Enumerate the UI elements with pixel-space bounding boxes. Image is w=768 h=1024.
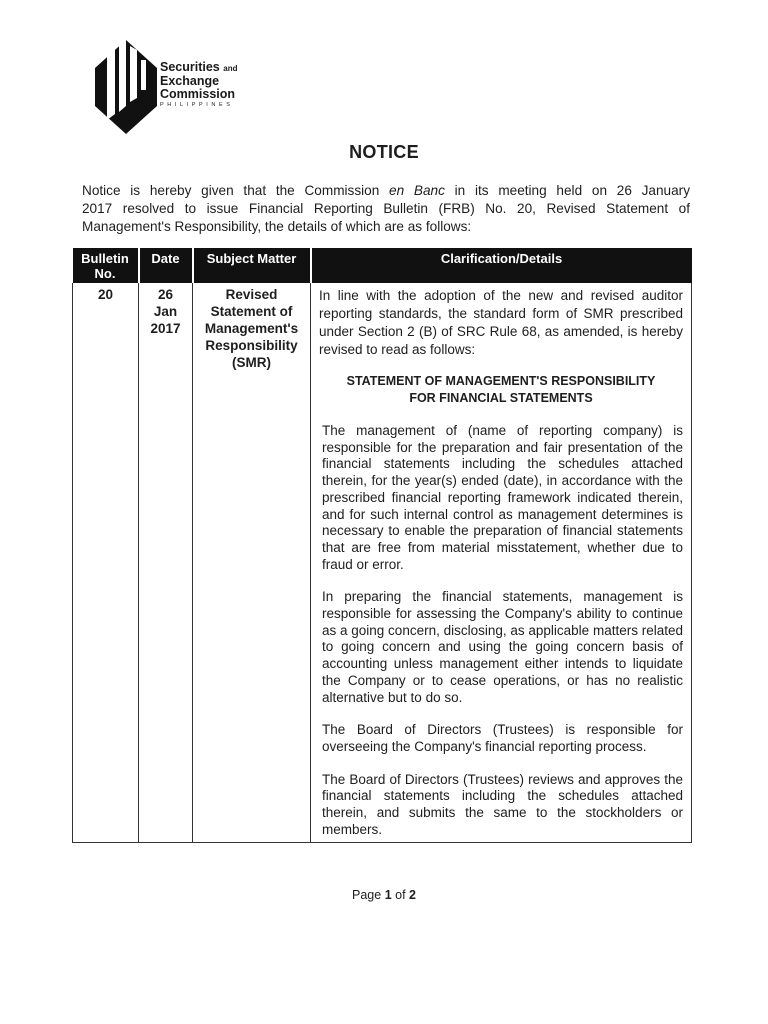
date-year: 2017 [150,321,181,336]
subject-line-5: (SMR) [232,355,271,370]
statement-title-line-2: FOR FINANCIAL STATEMENTS [409,391,593,405]
header-details: Clarification/Details [311,248,692,283]
statement-paragraph-2: In preparing the financial statements, management is responsible for assessing the Company's ability to continue as a going concern, disclosing, as applicable matters related to going concern and using the going concern basis of accounting unless management either intends to liquidate the Company or to cease operations, or has no realistic alternative but to do so. [322,589,683,705]
cell-date [139,283,193,843]
org-name-line1: Securities [160,60,220,74]
intro-paragraph [82,182,690,236]
page-total: 2 [409,888,416,902]
org-name-line2: Exchange [160,74,220,88]
org-country: PHILIPPINES [160,102,234,108]
header-bulletin-no: Bulletin No. [73,248,139,283]
notice-title: NOTICE [349,142,419,162]
subject-line-3: Management's [204,321,299,336]
org-name-and: and [223,64,238,73]
cell-subject [193,283,311,843]
header-subject: Subject Matter [193,248,311,283]
of-word: of [395,888,406,902]
statement-title [319,373,683,407]
subject-line-1: Revised [225,287,278,302]
intro-line-1-post: in its meeting held on 26 January [444,183,690,198]
details-lead: In line with the adoption of the new and revised auditor reporting standards, the standard form of SMR prescribed under Section 2 (B) of SRC Rule 68, as amended, is hereby revised to read as follows: [319,288,683,357]
intro-line-1-pre: Notice is hereby given that the Commission [82,183,390,198]
org-name [160,61,237,110]
statement-paragraph-1: The management of (name of reporting company) is responsible for the preparation and fair presentation of the financial statements including the schedules attached therein, for the year(s) ended (date), in accordance with the prescribed financial reporting framework indicated therein, and for such internal control as management determines is necessary to enable the preparation of financial statements that are free from material misstatement, whether due to fraud or error. [322,423,683,572]
subject-line-2: Statement of [210,304,293,319]
cell-details [311,283,692,843]
intro-line-1-em: en Banc [389,183,445,198]
page-word: Page [352,888,382,902]
header-date: Date [139,248,193,283]
table-header-row [73,248,692,283]
bulletin-table [72,248,692,843]
intro-line-3: Management's Responsibility, the details of which are as follows: [82,219,472,234]
page-current: 1 [384,888,392,902]
table-row [73,283,692,843]
date-month: Jan [153,304,178,319]
intro-line-2: 2017 resolved to issue Financial Reporting Bulletin (FRB) No. 20, Revised Statement of [82,201,690,216]
cell-bulletin-no [73,283,139,843]
bulletin-number: 20 [97,287,114,302]
page-number [0,888,768,902]
subject-line-4: Responsibility [205,338,298,353]
sec-logo [95,40,275,135]
date-day: 26 [157,287,174,302]
statement-title-line-1: STATEMENT OF MANAGEMENT'S RESPONSIBILITY [346,374,656,388]
intro-line-1 [82,182,690,200]
statement-paragraph-3: The Board of Directors (Trustees) is responsible for overseeing the Company's financial reporting process. [322,722,683,754]
org-name-line3: Commission [160,87,236,101]
sec-logo-mark [95,40,157,134]
statement-paragraph-4: The Board of Directors (Trustees) reviews and approves the financial statements including the schedules attached therein, and submits the same to the stockholders or members. [322,771,683,837]
